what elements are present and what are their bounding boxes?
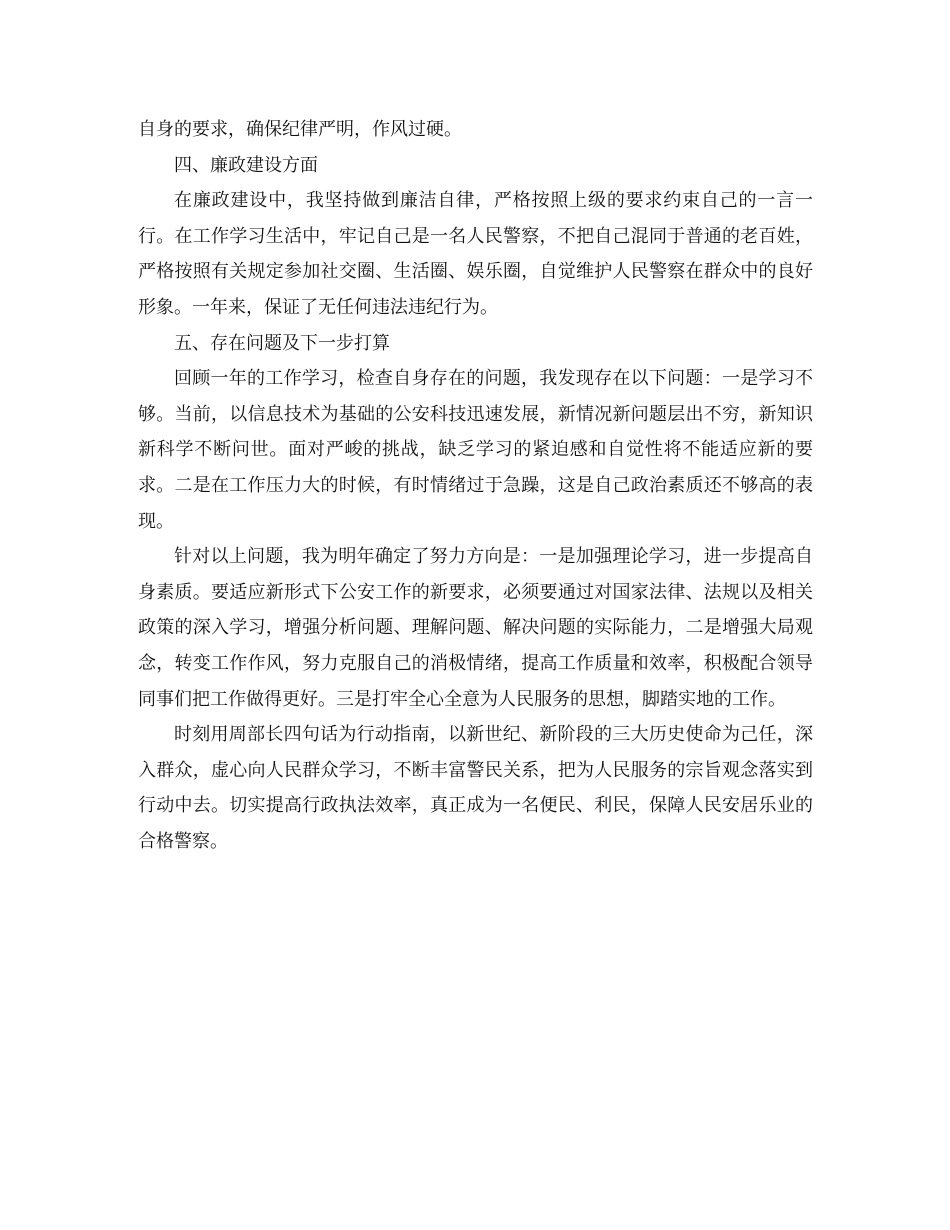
paragraph-problems: 回顾一年的工作学习，检查自身存在的问题，我发现存在以下问题：一是学习不够。当前，以信息技术为基础的公安科技迅速发展，新情况新问题层出不穷，新知识新科学不断问世。面对严峻的挑战，缺乏学习的紧迫感和自觉性将不能适应新的要求。二是在工作压力大的时候，有时情绪过于急躁，这是自己政治素质还不够高的表现。 <box>138 368 813 532</box>
document-body <box>138 112 813 859</box>
paragraph-conclusion: 时刻用周部长四句话为行动指南，以新世纪、新阶段的三大历史使命为己任，深入群众，虚心向人民群众学习，不断丰富警民关系，把为人民服务的宗旨观念落实到行动中去。切实提高行政执法效率，真正成为一名便民、利民，保障人民安居乐业的合格警察。 <box>138 724 813 852</box>
section-heading-problems: 五、存在问题及下一步打算 <box>174 332 390 354</box>
paragraph-improvements: 针对以上问题，我为明年确定了努力方向是：一是加强理论学习，进一步提高自身素质。要适应新形式下公安工作的新要求，必须要通过对国家法律、法规以及相关政策的深入学习，增强分析问题、理解问题、解决问题的实际能力，二是增强大局观念，转变工作作风，努力克服自己的消极情绪，提高工作质量和效率，积极配合领导同事们把工作做得更好。三是打牢全心全意为人民服务的思想，脚踏实地的工作。 <box>138 546 813 710</box>
paragraph-integrity: 在廉政建设中，我坚持做到廉洁自律，严格按照上级的要求约束自己的一言一行。在工作学习生活中，牢记自己是一名人民警察，不把自己混同于普通的老百姓，严格按照有关规定参加社交圈、生活圈、娱乐圈，自觉维护人民警察在群众中的良好形象。一年来，保证了无任何违法违纪行为。 <box>138 190 813 318</box>
continuation-paragraph: 自身的要求，确保纪律严明，作风过硬。 <box>138 119 462 140</box>
section-heading-integrity: 四、廉政建设方面 <box>174 154 318 176</box>
